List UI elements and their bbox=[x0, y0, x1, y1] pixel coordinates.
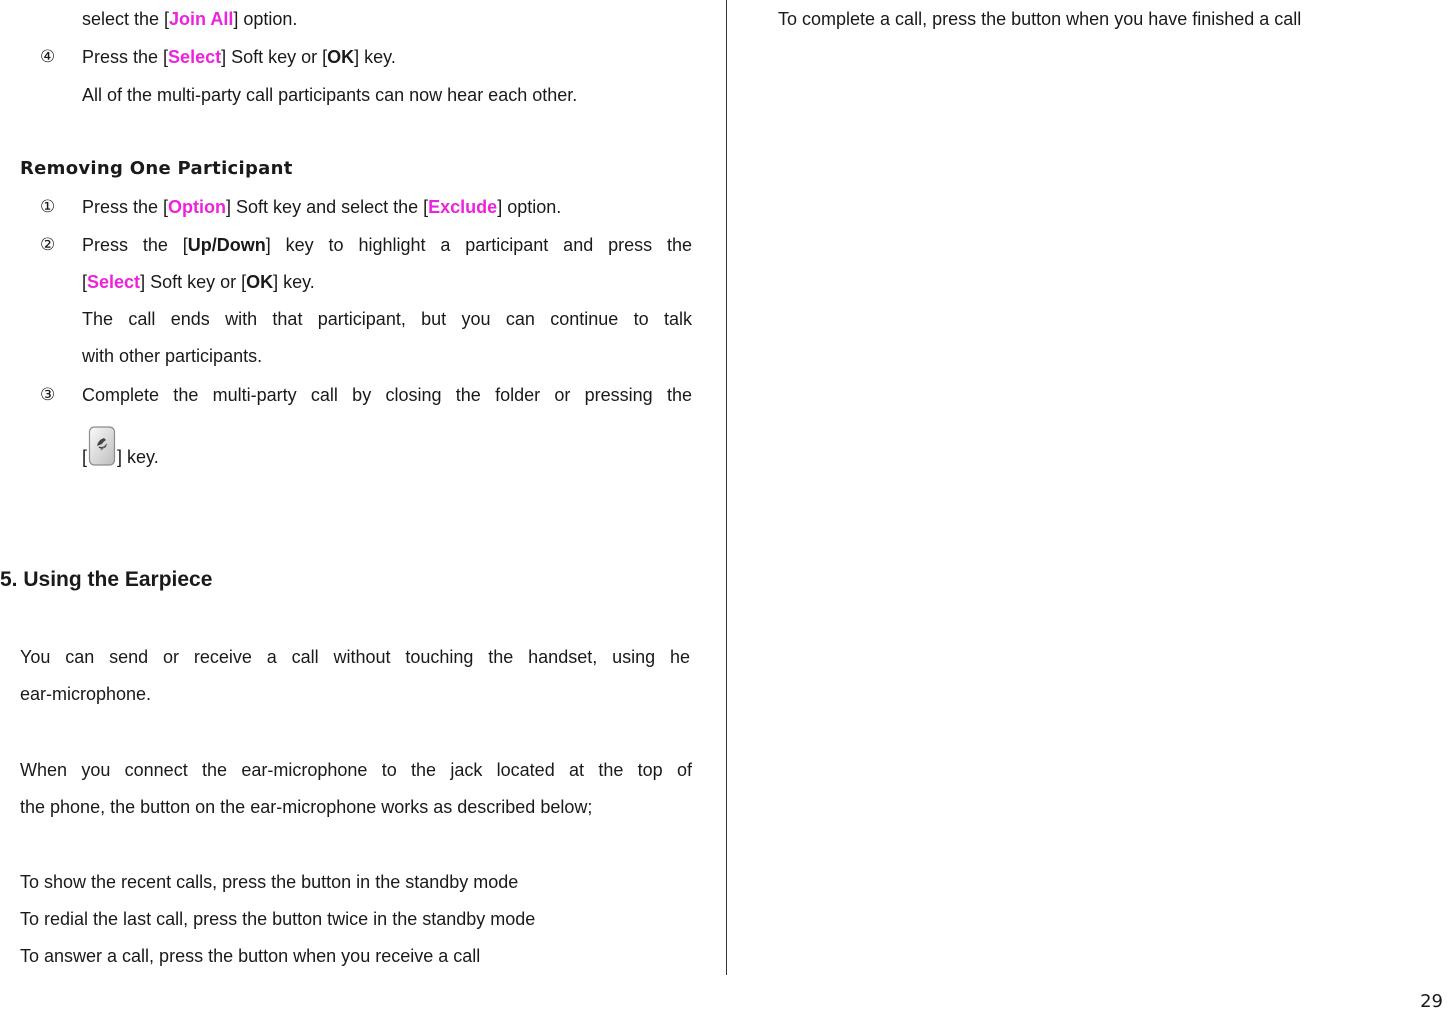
text-run: ] Soft key or [ bbox=[221, 47, 328, 67]
remove-step-2-note-line-2: with other participants. bbox=[82, 346, 263, 366]
paragraph-1-line-2: ear-microphone. bbox=[20, 684, 152, 704]
exclude-keyword: Exclude bbox=[428, 197, 498, 217]
step-marker-1: ① bbox=[40, 197, 56, 217]
section-title-using-earpiece: 5. Using the Earpiece bbox=[0, 568, 213, 591]
text-run: ] key to highlight a participant and press the bbox=[265, 235, 692, 255]
select-keyword: Select bbox=[87, 272, 141, 292]
step-marker-4: ④ bbox=[40, 47, 56, 67]
text-run: Press the [ bbox=[82, 47, 169, 67]
join-all-line bbox=[82, 8, 297, 30]
use-line-show-recent: To show the recent calls, press the button in the standby mode bbox=[20, 872, 519, 892]
text-run: Press the [ bbox=[82, 235, 188, 255]
text-run: ] key. bbox=[117, 447, 159, 467]
end-call-key-icon bbox=[88, 425, 116, 467]
remove-step-2-text bbox=[82, 234, 692, 256]
option-keyword: Option bbox=[168, 197, 227, 217]
text-run: Press the [ bbox=[82, 197, 169, 217]
remove-step-2-continued bbox=[82, 271, 315, 293]
ok-keyword: OK bbox=[246, 272, 274, 292]
paragraph-2-line-2: the phone, the button on the ear-microphone works as described below; bbox=[20, 797, 593, 817]
step-marker-2: ② bbox=[40, 235, 56, 255]
text-run: ] Soft key or [ bbox=[140, 272, 247, 292]
remove-step-1-text bbox=[82, 196, 561, 218]
text-run: [ bbox=[82, 272, 88, 292]
use-line-answer: To answer a call, press the button when you receive a call bbox=[20, 946, 481, 966]
text-run: [ bbox=[82, 447, 88, 467]
right-column bbox=[727, 0, 1451, 975]
text-run: ] key. bbox=[354, 47, 396, 67]
paragraph-2-line-1: When you connect the ear-microphone to the jack located at the top of bbox=[20, 760, 692, 780]
left-column bbox=[0, 0, 726, 975]
use-line-complete-call: To complete a call, press the button when you have finished a call bbox=[778, 9, 1302, 29]
remove-step-2-note-line-1: The call ends with that participant, but you can continue to talk bbox=[82, 309, 692, 329]
remove-step-3-text: Complete the multi-party call by closing the folder or pressing the bbox=[82, 385, 692, 405]
step-marker-3: ③ bbox=[40, 385, 56, 405]
text-run: ] Soft key and select the [ bbox=[226, 197, 429, 217]
removing-participant-heading: Removing One Participant bbox=[20, 158, 293, 179]
ok-keyword: OK bbox=[327, 47, 355, 67]
text-run: ] option. bbox=[497, 197, 562, 217]
page-number: 29 bbox=[1420, 991, 1443, 1012]
text-run: ] option. bbox=[233, 9, 298, 29]
paragraph-1-line-1: You can send or receive a call without touching the handset, using he bbox=[20, 647, 690, 667]
join-all-keyword: Join All bbox=[169, 9, 234, 29]
step-4-note: All of the multi-party call participants can now hear each other. bbox=[82, 85, 578, 105]
select-keyword: Select bbox=[168, 47, 222, 67]
step-4-text bbox=[82, 46, 396, 68]
text-run: select the [ bbox=[82, 9, 170, 29]
text-run: ] key. bbox=[273, 272, 315, 292]
remove-step-3-continued bbox=[82, 425, 159, 469]
up-down-keyword: Up/Down bbox=[187, 235, 266, 255]
use-line-redial: To redial the last call, press the button twice in the standby mode bbox=[20, 909, 536, 929]
